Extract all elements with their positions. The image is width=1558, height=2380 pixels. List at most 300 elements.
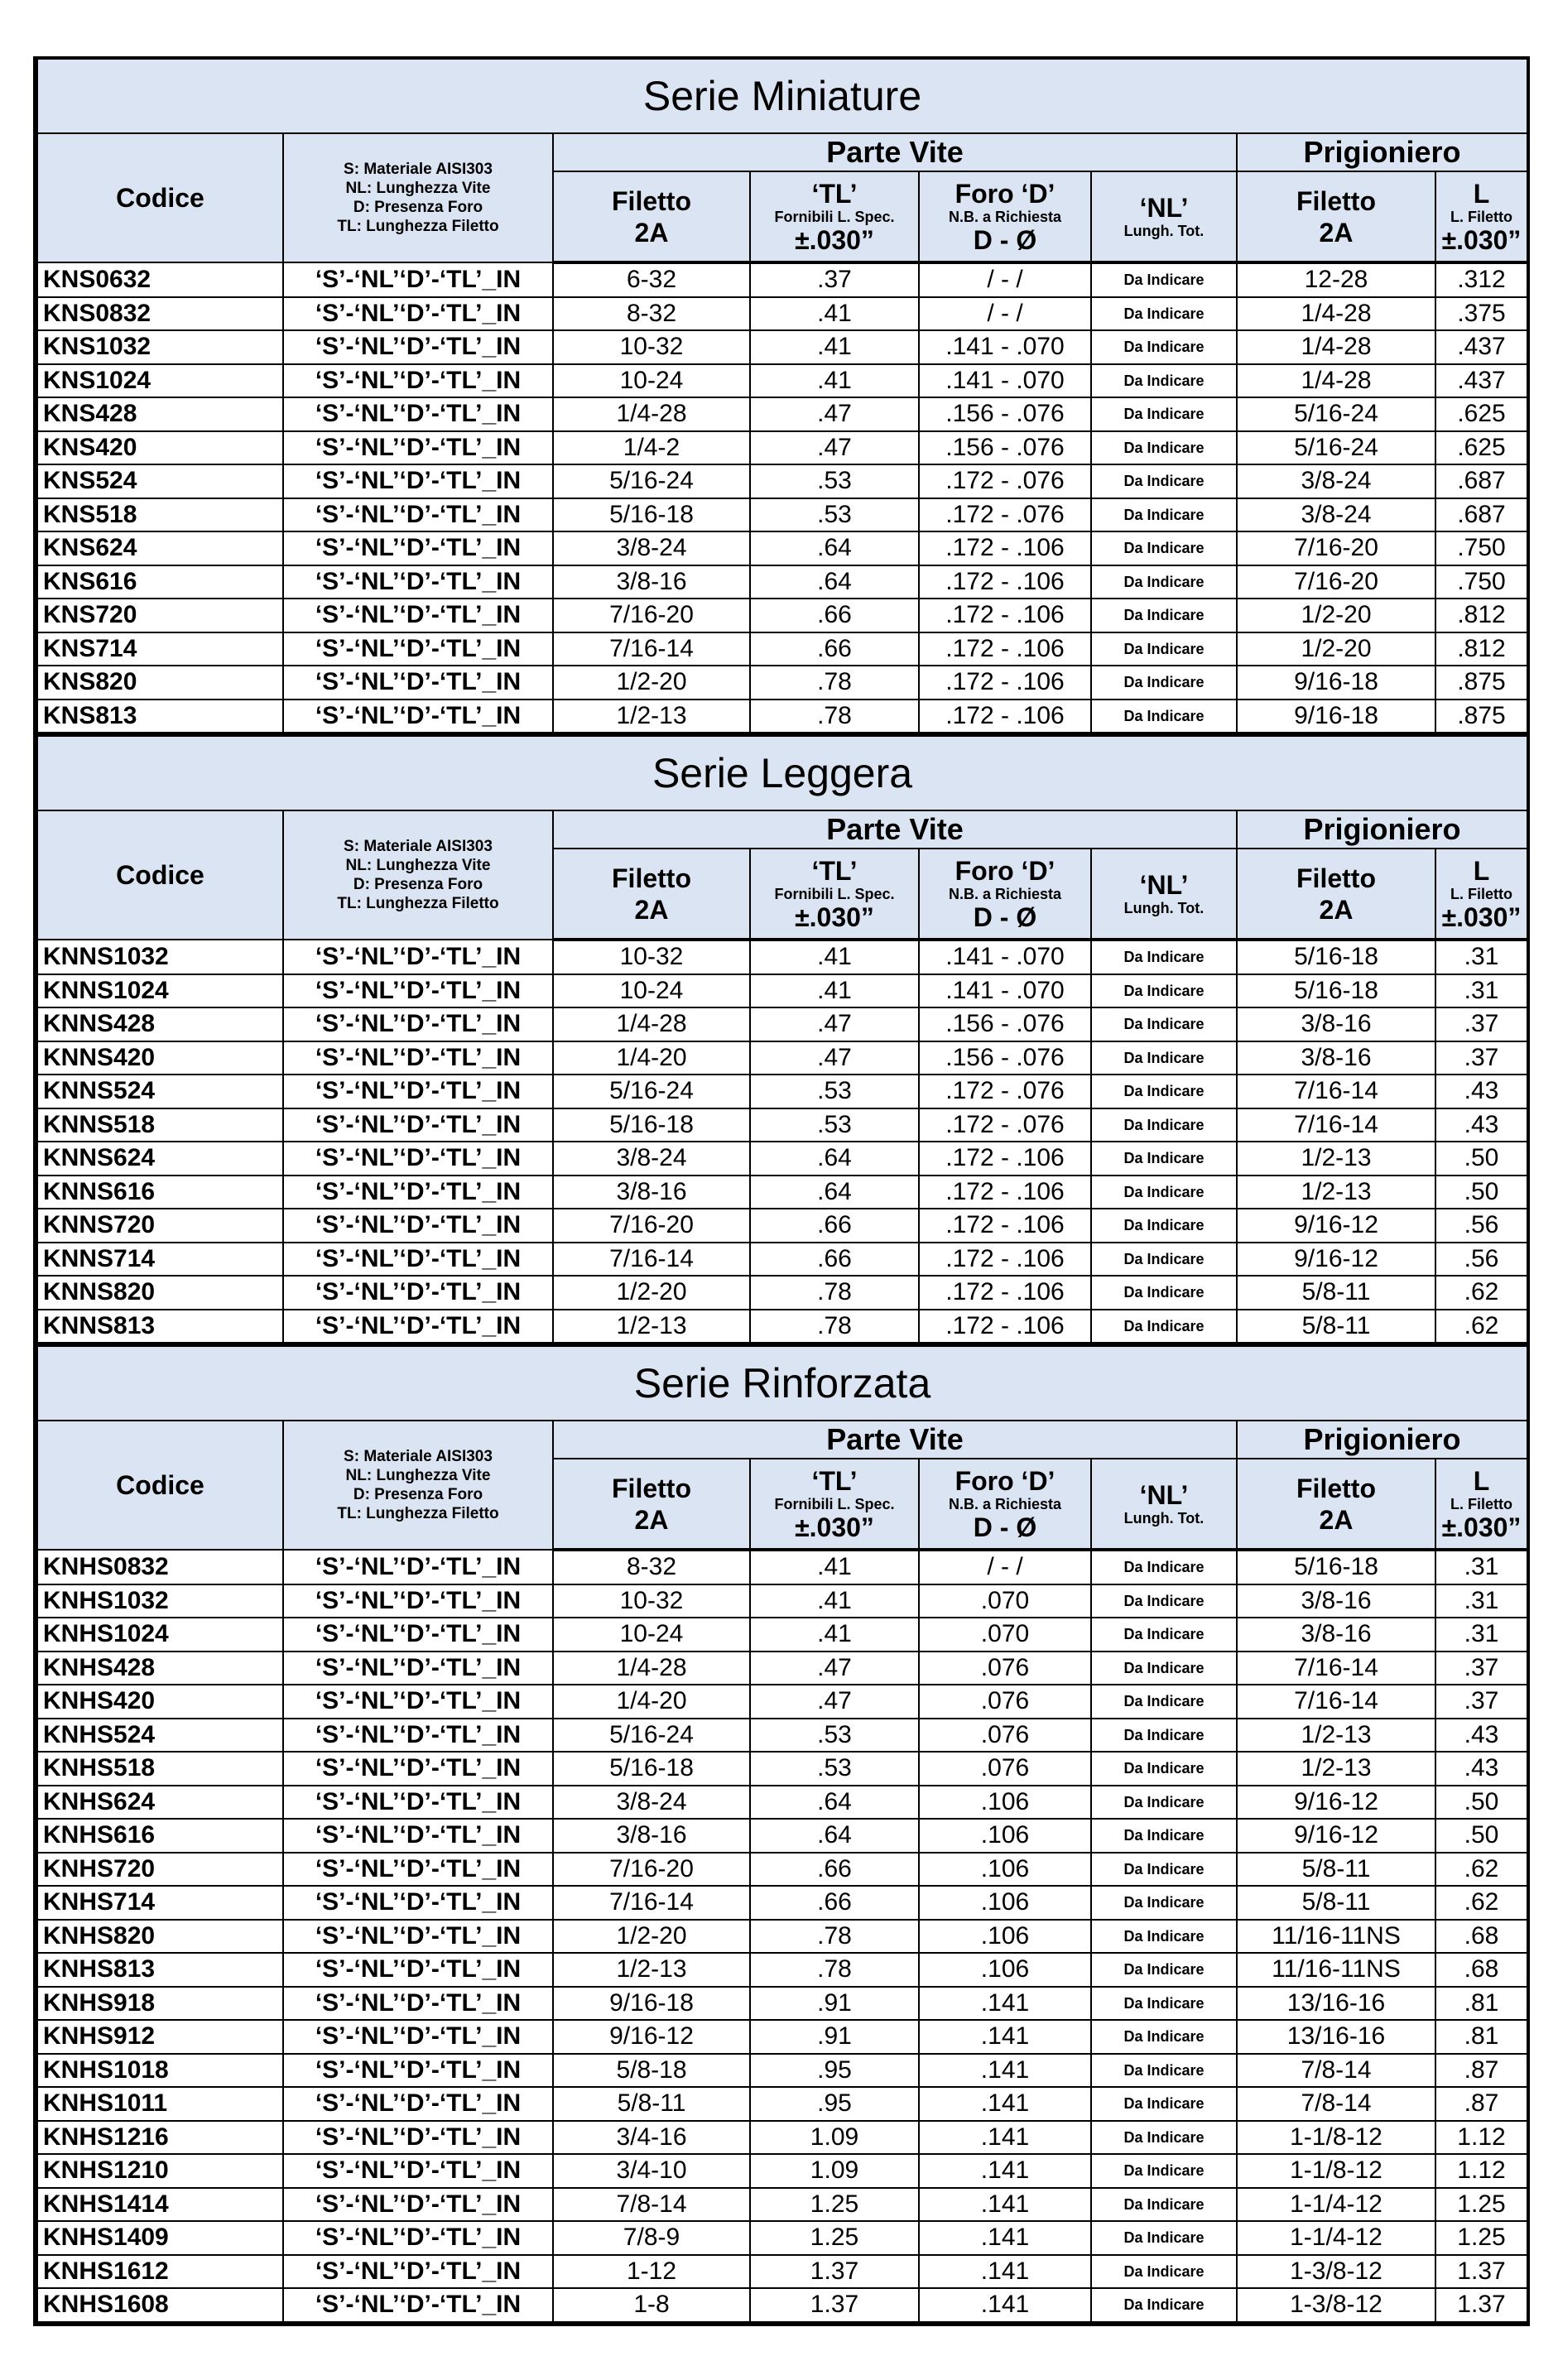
cell-filetto-vite: 1/4-28	[553, 397, 750, 431]
table-row	[37, 974, 1527, 1008]
cell-spec: ‘S’-‘NL’‘D’-‘TL’_IN	[283, 940, 553, 974]
cell-tl: .78	[750, 700, 919, 733]
cell-foro: .141 - .070	[919, 940, 1091, 974]
header-filetto-class: 2A	[1319, 894, 1354, 925]
cell-foro: .172 - .106	[919, 1243, 1091, 1277]
cell-filetto-prig: 1-1/8-12	[1237, 2154, 1435, 2188]
cell-nl: Da Indicare	[1091, 330, 1237, 364]
cell-codice: KNS428	[37, 397, 283, 431]
cell-tl: .64	[750, 1786, 919, 1820]
legend-line: NL: Lunghezza Vite	[345, 857, 491, 874]
cell-spec: ‘S’-‘NL’‘D’-‘TL’_IN	[283, 262, 553, 297]
cell-nl: Da Indicare	[1091, 1550, 1237, 1584]
cell-spec: ‘S’-‘NL’‘D’-‘TL’_IN	[283, 599, 553, 632]
legend-line: D: Presenza Foro	[353, 199, 483, 216]
cell-nl: Da Indicare	[1091, 2020, 1237, 2054]
header-tl-sub: Fornibili L. Spec.	[774, 885, 895, 902]
cell-spec: ‘S’-‘NL’‘D’-‘TL’_IN	[283, 297, 553, 331]
cell-tl: .37	[750, 262, 919, 297]
cell-foro: .076	[919, 1719, 1091, 1753]
cell-tl: .53	[750, 1075, 919, 1108]
cell-l: .437	[1435, 330, 1527, 364]
cell-tl: .41	[750, 974, 919, 1008]
cell-l: .37	[1435, 1685, 1527, 1719]
cell-filetto-vite: 9/16-12	[553, 2020, 750, 2054]
cell-nl: Da Indicare	[1091, 1310, 1237, 1344]
cell-nl: Da Indicare	[1091, 498, 1237, 532]
cell-foro: .141	[919, 2255, 1091, 2289]
cell-l: .81	[1435, 2020, 1527, 2054]
cell-filetto-prig: 1/2-20	[1237, 632, 1435, 666]
table-row	[37, 2087, 1527, 2121]
table-row	[37, 1886, 1527, 1920]
header-filetto	[553, 1459, 750, 1550]
cell-l: .31	[1435, 1618, 1527, 1652]
table-row	[37, 1819, 1527, 1853]
header-l-sub: L. Filetto	[1450, 208, 1512, 225]
cell-codice: KNS616	[37, 565, 283, 599]
cell-codice: KNHS1210	[37, 2154, 283, 2188]
cell-tl: .41	[750, 940, 919, 974]
table-row	[37, 1920, 1527, 1954]
cell-nl: Da Indicare	[1091, 1142, 1237, 1176]
cell-codice: KNS1032	[37, 330, 283, 364]
cell-codice: KNNS524	[37, 1075, 283, 1108]
header-foro-sub: N.B. a Richiesta	[948, 208, 1062, 225]
cell-nl: Da Indicare	[1091, 364, 1237, 398]
cell-filetto-prig: 1/4-28	[1237, 364, 1435, 398]
cell-spec: ‘S’-‘NL’‘D’-‘TL’_IN	[283, 2188, 553, 2222]
cell-spec: ‘S’-‘NL’‘D’-‘TL’_IN	[283, 666, 553, 700]
cell-l: 1.12	[1435, 2154, 1527, 2188]
cell-tl: .47	[750, 1007, 919, 1041]
cell-l: .50	[1435, 1142, 1527, 1176]
cell-tl: 1.37	[750, 2255, 919, 2289]
header-l-tol: ±.030”	[1441, 224, 1522, 255]
cell-filetto-prig: 3/8-16	[1237, 1007, 1435, 1041]
table-row	[37, 2054, 1527, 2088]
cell-filetto-vite: 3/8-16	[553, 1819, 750, 1853]
cell-filetto-vite: 1/2-13	[553, 1310, 750, 1344]
cell-nl: Da Indicare	[1091, 700, 1237, 733]
cell-filetto-vite: 10-32	[553, 1584, 750, 1618]
cell-codice: KNNS624	[37, 1142, 283, 1176]
cell-filetto-prig: 13/16-16	[1237, 1987, 1435, 2021]
table-row	[37, 632, 1527, 666]
header-foro-sub: N.B. a Richiesta	[948, 885, 1062, 902]
cell-codice: KNS524	[37, 464, 283, 498]
cell-tl: .41	[750, 1584, 919, 1618]
cell-foro: / - /	[919, 1550, 1091, 1584]
cell-l: .437	[1435, 364, 1527, 398]
cell-filetto-vite: 3/4-16	[553, 2121, 750, 2155]
table-row	[37, 262, 1527, 297]
cell-filetto-prig: 5/8-11	[1237, 1886, 1435, 1920]
table-row	[37, 431, 1527, 465]
cell-spec: ‘S’-‘NL’‘D’-‘TL’_IN	[283, 2154, 553, 2188]
cell-filetto-vite: 6-32	[553, 262, 750, 297]
cell-filetto-prig: 3/8-24	[1237, 498, 1435, 532]
cell-foro: .141	[919, 1987, 1091, 2021]
cell-codice: KNS420	[37, 431, 283, 465]
header-tl-label: ‘TL’	[811, 1465, 858, 1496]
cell-l: .56	[1435, 1209, 1527, 1243]
cell-tl: .64	[750, 1819, 919, 1853]
cell-codice: KNHS616	[37, 1819, 283, 1853]
cell-foro: .172 - .106	[919, 666, 1091, 700]
cell-foro: .076	[919, 1652, 1091, 1685]
cell-filetto-prig: 7/16-20	[1237, 531, 1435, 565]
cell-spec: ‘S’-‘NL’‘D’-‘TL’_IN	[283, 1853, 553, 1887]
cell-codice: KNHS420	[37, 1685, 283, 1719]
cell-spec: ‘S’-‘NL’‘D’-‘TL’_IN	[283, 1685, 553, 1719]
cell-l: .31	[1435, 1584, 1527, 1618]
cell-nl: Da Indicare	[1091, 1886, 1237, 1920]
cell-foro: .141 - .070	[919, 364, 1091, 398]
cell-foro: .141 - .070	[919, 330, 1091, 364]
header-nl-label: ‘NL’	[1139, 869, 1189, 900]
header-parte-vite: Parte Vite	[553, 1421, 1237, 1459]
cell-tl: .78	[750, 1276, 919, 1310]
cell-spec: ‘S’-‘NL’‘D’-‘TL’_IN	[283, 1786, 553, 1820]
cell-foro: .106	[919, 1953, 1091, 1987]
header-nl	[1091, 1459, 1237, 1550]
cell-tl: 1.09	[750, 2154, 919, 2188]
legend-line: NL: Lunghezza Vite	[345, 1467, 491, 1484]
header-l-tol: ±.030”	[1441, 902, 1522, 932]
cell-filetto-vite: 3/8-24	[553, 531, 750, 565]
cell-spec: ‘S’-‘NL’‘D’-‘TL’_IN	[283, 1075, 553, 1108]
cell-filetto-prig: 1-1/4-12	[1237, 2221, 1435, 2255]
header-nl-sub: Lungh. Tot.	[1123, 222, 1205, 239]
cell-filetto-prig: 9/16-18	[1237, 700, 1435, 733]
cell-foro: .172 - .106	[919, 700, 1091, 733]
cell-l: .687	[1435, 498, 1527, 532]
cell-codice: KNHS1011	[37, 2087, 283, 2121]
header-tl	[750, 171, 919, 262]
table-row	[37, 666, 1527, 700]
header-tl-sub: Fornibili L. Spec.	[774, 208, 895, 225]
header-filetto-class: 2A	[634, 894, 669, 925]
cell-codice: KNS1024	[37, 364, 283, 398]
header-foro	[919, 849, 1091, 940]
series-title: Serie Miniature	[37, 58, 1527, 133]
cell-l: .43	[1435, 1108, 1527, 1142]
cell-codice: KNS813	[37, 700, 283, 733]
cell-filetto-vite: 1/4-28	[553, 1007, 750, 1041]
header-prigioniero: Prigioniero	[1237, 133, 1527, 171]
cell-spec: ‘S’-‘NL’‘D’-‘TL’_IN	[283, 397, 553, 431]
cell-codice: KNHS720	[37, 1853, 283, 1887]
cell-nl: Da Indicare	[1091, 2188, 1237, 2222]
cell-filetto-vite: 5/16-18	[553, 498, 750, 532]
cell-l: .43	[1435, 1752, 1527, 1786]
cell-nl: Da Indicare	[1091, 1752, 1237, 1786]
cell-filetto-prig: 3/8-16	[1237, 1618, 1435, 1652]
cell-nl: Da Indicare	[1091, 2121, 1237, 2155]
cell-l: .875	[1435, 700, 1527, 733]
cell-nl: Da Indicare	[1091, 2288, 1237, 2322]
cell-l: 1.25	[1435, 2221, 1527, 2255]
cell-tl: .47	[750, 1685, 919, 1719]
cell-filetto-vite: 10-32	[553, 330, 750, 364]
cell-nl: Da Indicare	[1091, 1786, 1237, 1820]
cell-tl: .78	[750, 1953, 919, 1987]
cell-nl: Da Indicare	[1091, 464, 1237, 498]
header-filetto-label: Filetto	[1296, 185, 1376, 216]
cell-l: .875	[1435, 666, 1527, 700]
cell-filetto-vite: 7/16-20	[553, 599, 750, 632]
cell-filetto-vite: 7/16-20	[553, 1853, 750, 1887]
cell-filetto-prig: 9/16-18	[1237, 666, 1435, 700]
cell-tl: .41	[750, 1550, 919, 1584]
header-l-label: L	[1473, 855, 1490, 886]
cell-spec: ‘S’-‘NL’‘D’-‘TL’_IN	[283, 1652, 553, 1685]
header-tl-label: ‘TL’	[811, 855, 858, 886]
header-tl-tol: ±.030”	[795, 902, 874, 932]
cell-filetto-prig: 7/16-14	[1237, 1075, 1435, 1108]
cell-filetto-prig: 1/2-13	[1237, 1719, 1435, 1753]
cell-codice: KNNS1024	[37, 974, 283, 1008]
cell-foro: .070	[919, 1618, 1091, 1652]
cell-nl: Da Indicare	[1091, 1685, 1237, 1719]
cell-filetto-vite: 7/16-14	[553, 632, 750, 666]
table-row	[37, 599, 1527, 632]
cell-spec: ‘S’-‘NL’‘D’-‘TL’_IN	[283, 2255, 553, 2289]
cell-l: .312	[1435, 262, 1527, 297]
series-table	[36, 1344, 1528, 2323]
cell-foro: .141	[919, 2121, 1091, 2155]
cell-filetto-prig: 13/16-16	[1237, 2020, 1435, 2054]
cell-foro: .141	[919, 2288, 1091, 2322]
cell-spec: ‘S’-‘NL’‘D’-‘TL’_IN	[283, 1041, 553, 1075]
cell-tl: .64	[750, 531, 919, 565]
cell-codice: KNS0632	[37, 262, 283, 297]
cell-foro: .172 - .106	[919, 1142, 1091, 1176]
cell-l: .750	[1435, 565, 1527, 599]
cell-codice: KNHS0832	[37, 1550, 283, 1584]
cell-foro: .141	[919, 2154, 1091, 2188]
cell-tl: .53	[750, 1108, 919, 1142]
cell-codice: KNHS912	[37, 2020, 283, 2054]
cell-filetto-vite: 5/16-24	[553, 464, 750, 498]
header-prigioniero: Prigioniero	[1237, 810, 1527, 849]
cell-codice: KNHS1018	[37, 2054, 283, 2088]
header-l	[1435, 849, 1527, 940]
cell-foro: .141	[919, 2054, 1091, 2088]
cell-tl: .53	[750, 498, 919, 532]
cell-foro: .156 - .076	[919, 431, 1091, 465]
header-codice: Codice	[37, 133, 283, 262]
cell-tl: .47	[750, 1041, 919, 1075]
header-nl-label: ‘NL’	[1139, 192, 1189, 223]
cell-filetto-prig: 3/8-16	[1237, 1584, 1435, 1618]
cell-filetto-vite: 1-8	[553, 2288, 750, 2322]
cell-tl: .47	[750, 1652, 919, 1685]
cell-l: .68	[1435, 1920, 1527, 1954]
cell-tl: .95	[750, 2054, 919, 2088]
cell-filetto-vite: 1/2-20	[553, 1276, 750, 1310]
header-tl-sub: Fornibili L. Spec.	[774, 1495, 895, 1512]
cell-tl: .47	[750, 397, 919, 431]
header-filetto-prig	[1237, 849, 1435, 940]
cell-codice: KNNS428	[37, 1007, 283, 1041]
header-nl-sub: Lungh. Tot.	[1123, 1509, 1205, 1527]
cell-foro: .141 - .070	[919, 974, 1091, 1008]
cell-spec: ‘S’-‘NL’‘D’-‘TL’_IN	[283, 1310, 553, 1344]
cell-tl: .53	[750, 1719, 919, 1753]
cell-codice: KNS820	[37, 666, 283, 700]
table-row	[37, 1176, 1527, 1209]
cell-l: .50	[1435, 1176, 1527, 1209]
cell-codice: KNS714	[37, 632, 283, 666]
cell-filetto-vite: 1-12	[553, 2255, 750, 2289]
cell-foro: .076	[919, 1685, 1091, 1719]
series-title: Serie Rinforzata	[37, 1345, 1527, 1421]
cell-filetto-prig: 1/4-28	[1237, 330, 1435, 364]
cell-tl: .78	[750, 1310, 919, 1344]
cell-filetto-vite: 5/16-18	[553, 1108, 750, 1142]
cell-tl: .66	[750, 1209, 919, 1243]
cell-codice: KNS720	[37, 599, 283, 632]
cell-l: .68	[1435, 1953, 1527, 1987]
header-codice: Codice	[37, 810, 283, 940]
cell-nl: Da Indicare	[1091, 1652, 1237, 1685]
table-row	[37, 940, 1527, 974]
cell-l: 1.37	[1435, 2255, 1527, 2289]
cell-tl: .95	[750, 2087, 919, 2121]
cell-spec: ‘S’-‘NL’‘D’-‘TL’_IN	[283, 330, 553, 364]
cell-spec: ‘S’-‘NL’‘D’-‘TL’_IN	[283, 1920, 553, 1954]
cell-l: .375	[1435, 297, 1527, 331]
cell-l: .687	[1435, 464, 1527, 498]
table-row	[37, 1987, 1527, 2021]
cell-foro: .106	[919, 1853, 1091, 1887]
cell-l: .31	[1435, 1550, 1527, 1584]
cell-spec: ‘S’-‘NL’‘D’-‘TL’_IN	[283, 1007, 553, 1041]
cell-filetto-prig: 7/16-14	[1237, 1652, 1435, 1685]
cell-l: .81	[1435, 1987, 1527, 2021]
cell-l: .56	[1435, 1243, 1527, 1277]
cell-tl: .64	[750, 1142, 919, 1176]
cell-filetto-prig: 9/16-12	[1237, 1209, 1435, 1243]
cell-nl: Da Indicare	[1091, 974, 1237, 1008]
cell-spec: ‘S’-‘NL’‘D’-‘TL’_IN	[283, 2087, 553, 2121]
cell-foro: .141	[919, 2020, 1091, 2054]
cell-filetto-vite: 7/8-9	[553, 2221, 750, 2255]
cell-filetto-prig: 7/16-14	[1237, 1108, 1435, 1142]
cell-foro: .141	[919, 2188, 1091, 2222]
table-row	[37, 1584, 1527, 1618]
header-tl-label: ‘TL’	[811, 178, 858, 209]
cell-tl: .53	[750, 464, 919, 498]
cell-spec: ‘S’-‘NL’‘D’-‘TL’_IN	[283, 364, 553, 398]
cell-foro: / - /	[919, 262, 1091, 297]
cell-tl: .41	[750, 330, 919, 364]
cell-spec: ‘S’-‘NL’‘D’-‘TL’_IN	[283, 1752, 553, 1786]
cell-filetto-vite: 7/16-20	[553, 1209, 750, 1243]
cell-l: .812	[1435, 632, 1527, 666]
cell-tl: 1.09	[750, 2121, 919, 2155]
cell-filetto-vite: 1/4-2	[553, 431, 750, 465]
cell-foro: .156 - .076	[919, 397, 1091, 431]
header-tl	[750, 849, 919, 940]
cell-spec: ‘S’-‘NL’‘D’-‘TL’_IN	[283, 700, 553, 733]
cell-nl: Da Indicare	[1091, 599, 1237, 632]
cell-filetto-prig: 1/2-13	[1237, 1142, 1435, 1176]
cell-nl: Da Indicare	[1091, 1075, 1237, 1108]
cell-spec: ‘S’-‘NL’‘D’-‘TL’_IN	[283, 974, 553, 1008]
cell-filetto-vite: 3/8-16	[553, 565, 750, 599]
legend-line: D: Presenza Foro	[353, 876, 483, 893]
cell-codice: KNS624	[37, 531, 283, 565]
cell-codice: KNHS1608	[37, 2288, 283, 2322]
header-l-tol: ±.030”	[1441, 1512, 1522, 1542]
cell-filetto-prig: 5/8-11	[1237, 1310, 1435, 1344]
table-row	[37, 1075, 1527, 1108]
header-l	[1435, 171, 1527, 262]
table-row	[37, 1310, 1527, 1344]
header-foro	[919, 171, 1091, 262]
header-filetto-class: 2A	[1319, 217, 1354, 248]
table-row	[37, 2288, 1527, 2322]
cell-codice: KNNS720	[37, 1209, 283, 1243]
cell-filetto-prig: 11/16-11NS	[1237, 1920, 1435, 1954]
legend-line: S: Materiale AISI303	[344, 838, 493, 855]
cell-tl: .47	[750, 431, 919, 465]
cell-nl: Da Indicare	[1091, 1276, 1237, 1310]
cell-spec: ‘S’-‘NL’‘D’-‘TL’_IN	[283, 1953, 553, 1987]
cell-spec: ‘S’-‘NL’‘D’-‘TL’_IN	[283, 2288, 553, 2322]
header-parte-vite: Parte Vite	[553, 133, 1237, 171]
cell-codice: KNS0832	[37, 297, 283, 331]
cell-spec: ‘S’-‘NL’‘D’-‘TL’_IN	[283, 1987, 553, 2021]
cell-foro: .172 - .106	[919, 565, 1091, 599]
cell-filetto-vite: 5/8-11	[553, 2087, 750, 2121]
header-l	[1435, 1459, 1527, 1550]
legend-line: D: Presenza Foro	[353, 1486, 483, 1503]
cell-tl: .53	[750, 1752, 919, 1786]
cell-codice: KNHS714	[37, 1886, 283, 1920]
table-row	[37, 1786, 1527, 1820]
table-row	[37, 330, 1527, 364]
cell-l: .37	[1435, 1652, 1527, 1685]
table-row	[37, 397, 1527, 431]
cell-filetto-prig: 5/16-18	[1237, 1550, 1435, 1584]
cell-filetto-prig: 3/8-24	[1237, 464, 1435, 498]
cell-filetto-vite: 1/2-13	[553, 700, 750, 733]
cell-spec: ‘S’-‘NL’‘D’-‘TL’_IN	[283, 1886, 553, 1920]
cell-codice: KNS518	[37, 498, 283, 532]
cell-filetto-vite: 7/8-14	[553, 2188, 750, 2222]
legend-line: TL: Lunghezza Filetto	[337, 1505, 499, 1522]
cell-foro: .172 - .106	[919, 1310, 1091, 1344]
table-row	[37, 2121, 1527, 2155]
table-row	[37, 1752, 1527, 1786]
legend-line: S: Materiale AISI303	[344, 161, 493, 178]
cell-foro: .106	[919, 1819, 1091, 1853]
cell-codice: KNNS813	[37, 1310, 283, 1344]
cell-foro: .172 - .106	[919, 531, 1091, 565]
cell-nl: Da Indicare	[1091, 1176, 1237, 1209]
table-row	[37, 1007, 1527, 1041]
table-row	[37, 1142, 1527, 1176]
cell-tl: 1.25	[750, 2221, 919, 2255]
cell-filetto-prig: 7/16-14	[1237, 1685, 1435, 1719]
cell-foro: .172 - .076	[919, 1075, 1091, 1108]
cell-spec: ‘S’-‘NL’‘D’-‘TL’_IN	[283, 1276, 553, 1310]
header-nl-sub: Lungh. Tot.	[1123, 899, 1205, 916]
